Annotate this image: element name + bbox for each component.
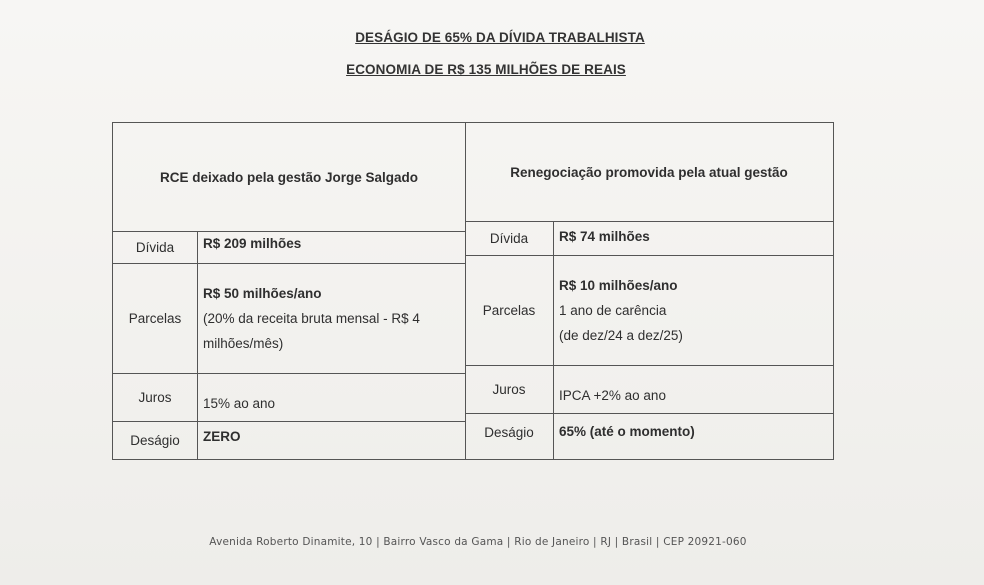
right-parcelas-line-3: (de dez/24 a dez/25) bbox=[559, 327, 683, 343]
left-parcelas-line-3: milhões/mês) bbox=[203, 335, 284, 351]
right-parcelas-line-1: R$ 10 milhões/ano bbox=[559, 277, 678, 293]
right-divida-label: Dívida bbox=[489, 230, 529, 246]
title-line-1: DESÁGIO DE 65% DA DÍVIDA TRABALHISTA bbox=[355, 30, 645, 45]
left-juros-value: 15% ao ano bbox=[203, 395, 276, 411]
left-divida-value: R$ 209 milhões bbox=[203, 235, 302, 251]
right-divida-value: R$ 74 milhões bbox=[559, 228, 650, 244]
left-divida-label: Dívida bbox=[135, 239, 175, 255]
left-desagio-value: ZERO bbox=[203, 428, 241, 444]
right-juros-label: Juros bbox=[492, 381, 526, 397]
comparison-table bbox=[112, 122, 834, 460]
right-parcelas-label: Parcelas bbox=[482, 302, 536, 318]
left-parcelas-line-2: (20% da receita bruta mensal - R$ 4 bbox=[203, 310, 420, 326]
left-parcelas-line-1: R$ 50 milhões/ano bbox=[203, 285, 322, 301]
right-desagio-label: Deságio bbox=[484, 424, 534, 440]
right-desagio-value: 65% (até o momento) bbox=[559, 423, 695, 439]
right-juros-value: IPCA +2% ao ano bbox=[559, 387, 666, 403]
right-header: Renegociação promovida pela atual gestão bbox=[510, 164, 788, 180]
title-line-2: ECONOMIA DE R$ 135 MILHÕES DE REAIS bbox=[346, 62, 626, 77]
left-juros-label: Juros bbox=[138, 389, 172, 405]
right-parcelas-line-2: 1 ano de carência bbox=[559, 302, 667, 318]
left-desagio-label: Deságio bbox=[130, 432, 180, 448]
left-header: RCE deixado pela gestão Jorge Salgado bbox=[159, 169, 419, 185]
right-parcelas-value bbox=[553, 255, 833, 365]
address-footer: Avenida Roberto Dinamite, 10 | Bairro Vasco da Gama | Rio de Janeiro | RJ | Brasil | CEP 20921-060 bbox=[209, 536, 747, 548]
left-parcelas-label: Parcelas bbox=[128, 310, 182, 326]
left-parcelas-value bbox=[197, 263, 465, 373]
